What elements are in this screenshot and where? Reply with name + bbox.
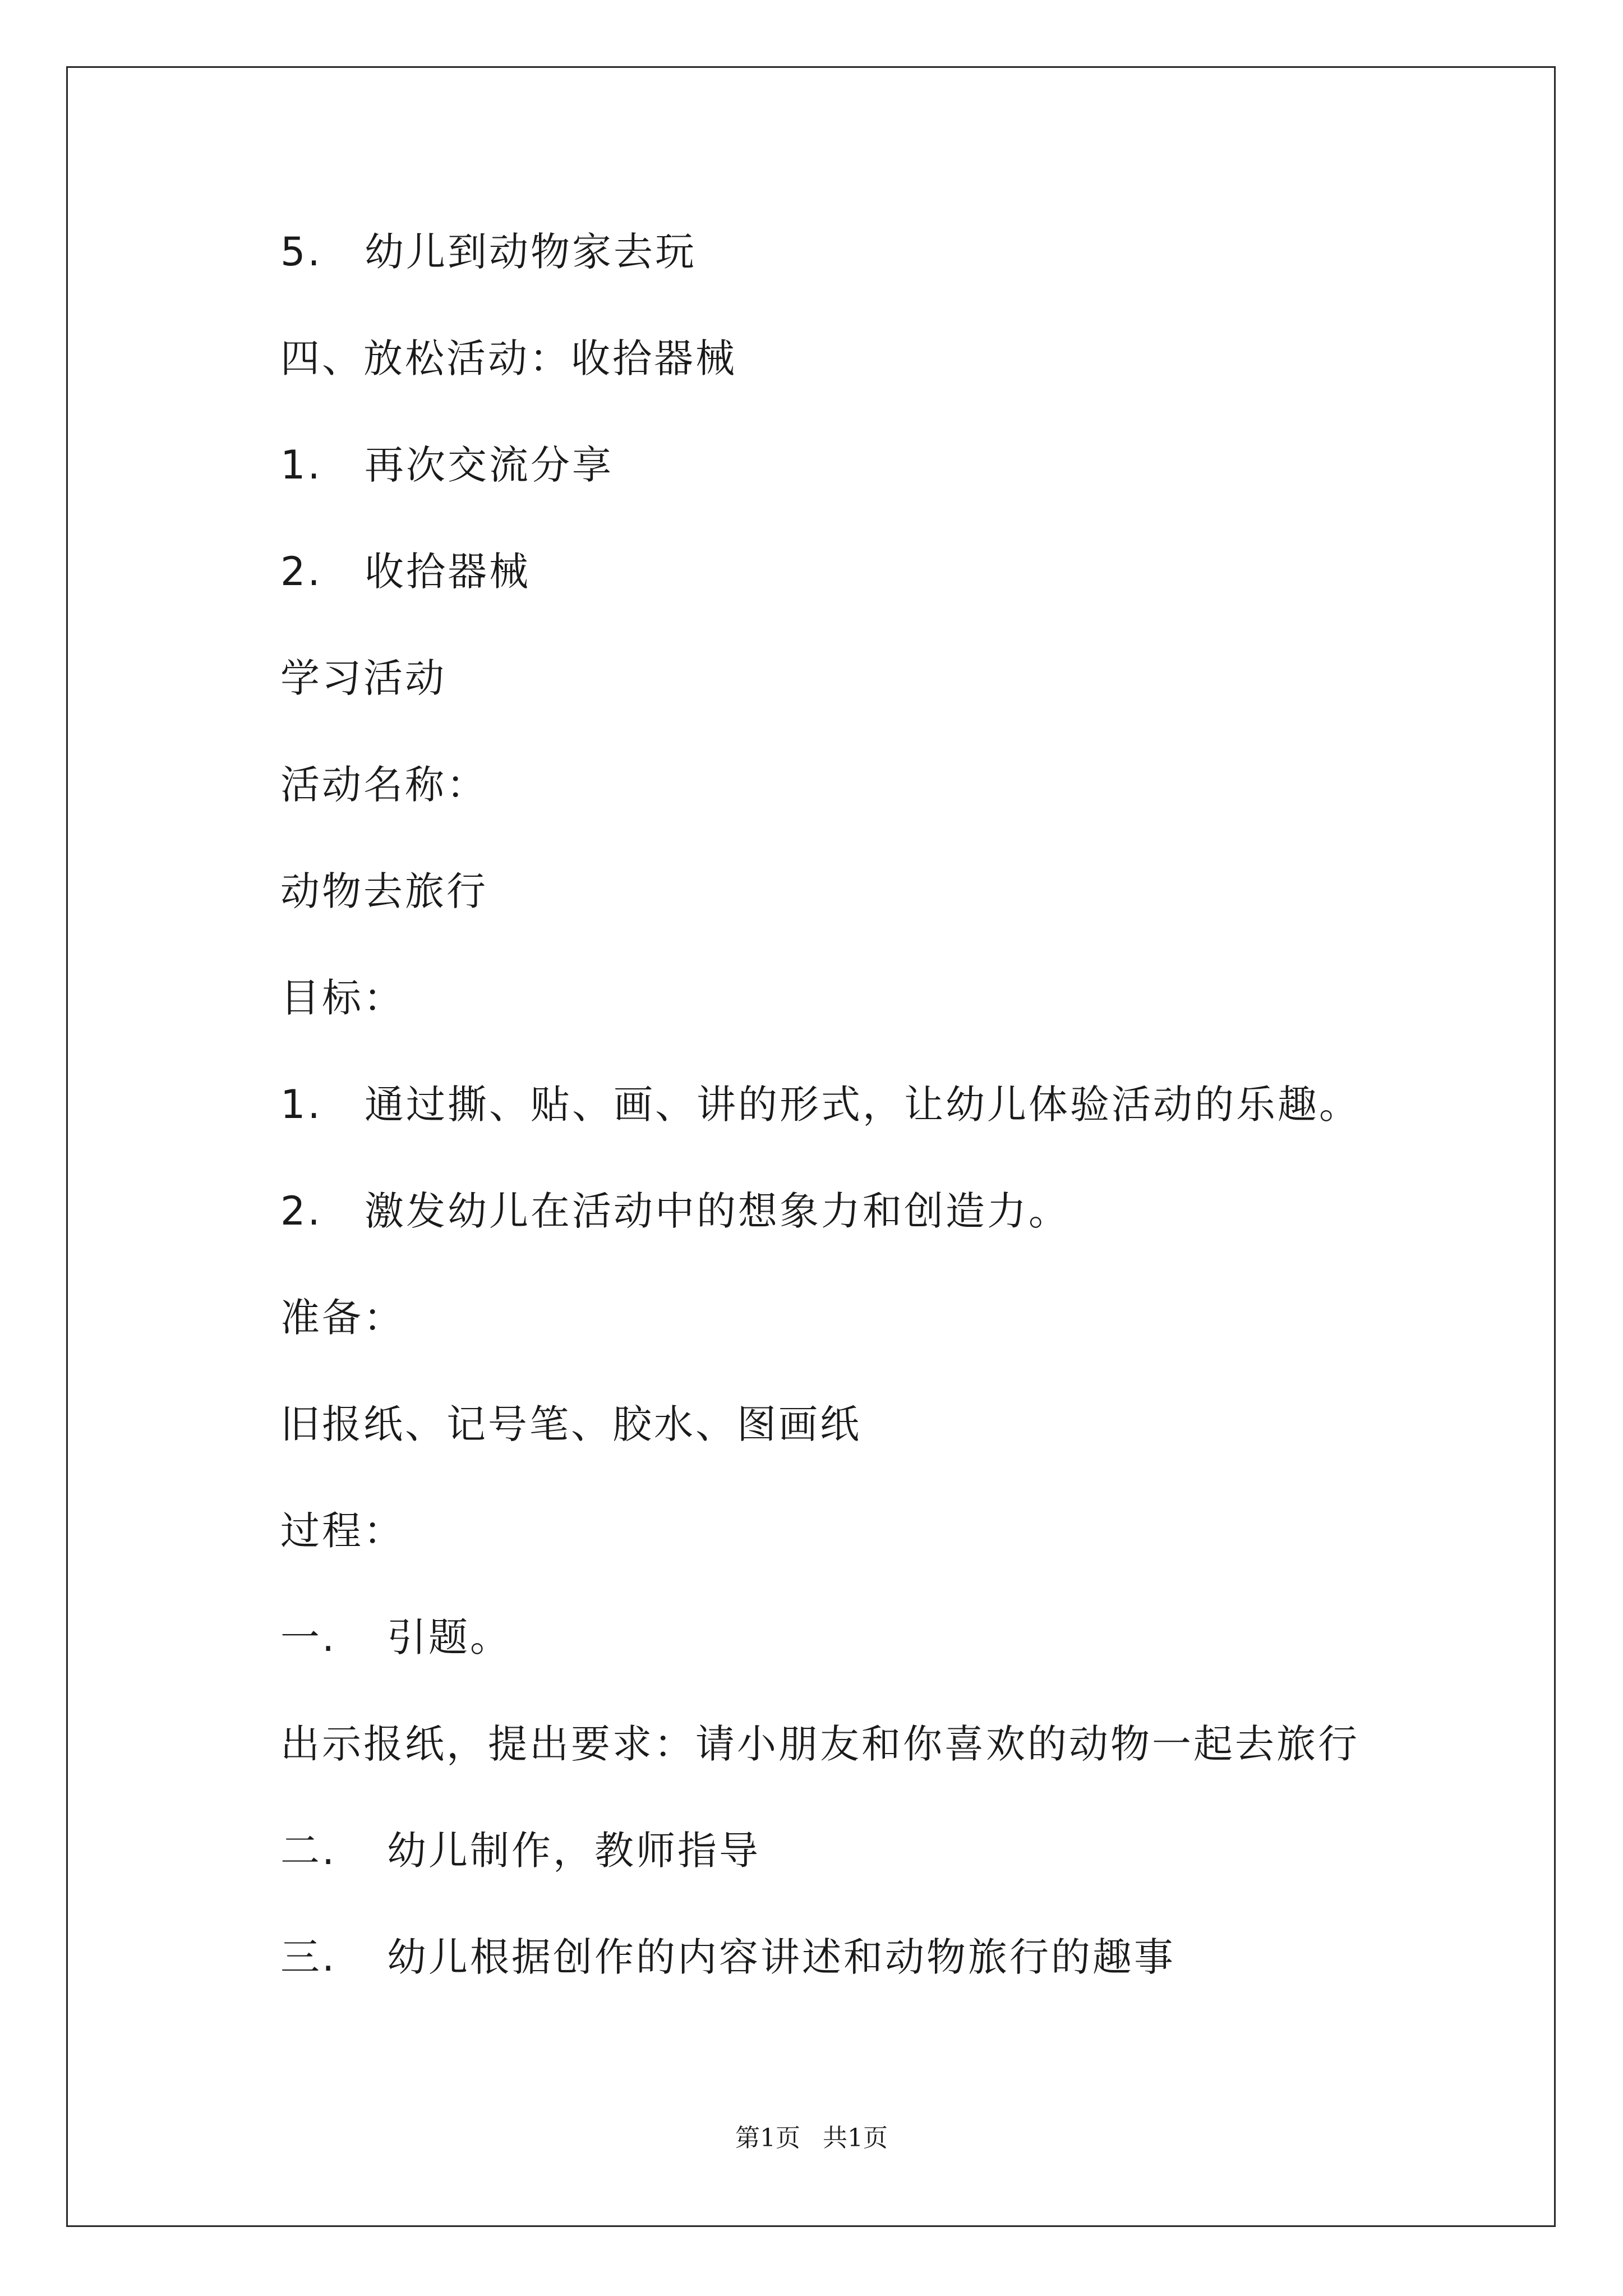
page-border: [66, 66, 1556, 2227]
label-text: 活动名称：: [280, 762, 488, 808]
heading-text: 学习活动: [280, 655, 446, 701]
page-number: 第1页: [735, 2124, 800, 2152]
item-text: 幼儿到动物家去玩: [365, 229, 697, 275]
process-step-2: [280, 1825, 760, 1876]
goal-item-1: [280, 1079, 1361, 1130]
section-title-learning: [280, 653, 446, 703]
page-total: 共1页: [823, 2124, 888, 2152]
item-text: 通过撕、贴、画、讲的形式，让幼儿体验活动的乐趣。: [365, 1082, 1361, 1128]
item-text: 幼儿根据创作的内容讲述和动物旅行的趣事: [387, 1934, 1175, 1980]
item-text: 收拾器械: [365, 549, 531, 595]
process-label: [280, 1506, 405, 1556]
process-step-3: [280, 1932, 1175, 1982]
preparation-materials: [280, 1399, 861, 1450]
item-number: 二.: [280, 1828, 337, 1874]
goals-label: [280, 973, 405, 1023]
item-text: 激发幼儿在活动中的想象力和创造力。: [365, 1188, 1070, 1234]
value-text: 旧报纸、记号笔、胶水、图画纸: [280, 1401, 861, 1447]
section-heading-relax: [280, 333, 737, 384]
label-text: 目标：: [280, 975, 405, 1021]
item-number: 三.: [280, 1934, 337, 1980]
item-number: 1.: [280, 1082, 322, 1128]
item-number: 2.: [280, 549, 322, 595]
goal-item-2: [280, 1186, 1070, 1236]
item-number: 一.: [280, 1614, 337, 1660]
heading-text: 四、放松活动：收拾器械: [280, 335, 737, 381]
item-text: 引题。: [387, 1614, 511, 1660]
preparation-label: [280, 1292, 405, 1343]
item-number: 5.: [280, 229, 322, 275]
item-text: 再次交流分享: [365, 442, 614, 488]
activity-name-value: [280, 866, 488, 917]
list-item-1: [280, 440, 614, 490]
label-text: 准备：: [280, 1295, 405, 1341]
item-text: 幼儿制作，教师指导: [387, 1828, 760, 1874]
item-text: 出示报纸，提出要求：请小朋友和你喜欢的动物一起去旅行: [280, 1721, 1359, 1767]
item-number: 1.: [280, 442, 322, 488]
value-text: 动物去旅行: [280, 868, 488, 914]
list-item-2: [280, 546, 531, 597]
activity-name-label: [280, 760, 488, 810]
item-number: 2.: [280, 1188, 322, 1234]
list-item-5: [280, 227, 697, 277]
label-text: 过程：: [280, 1508, 405, 1554]
process-step-1-detail: [280, 1719, 1359, 1769]
process-step-1: [280, 1612, 511, 1663]
page-footer: [0, 2122, 1623, 2155]
